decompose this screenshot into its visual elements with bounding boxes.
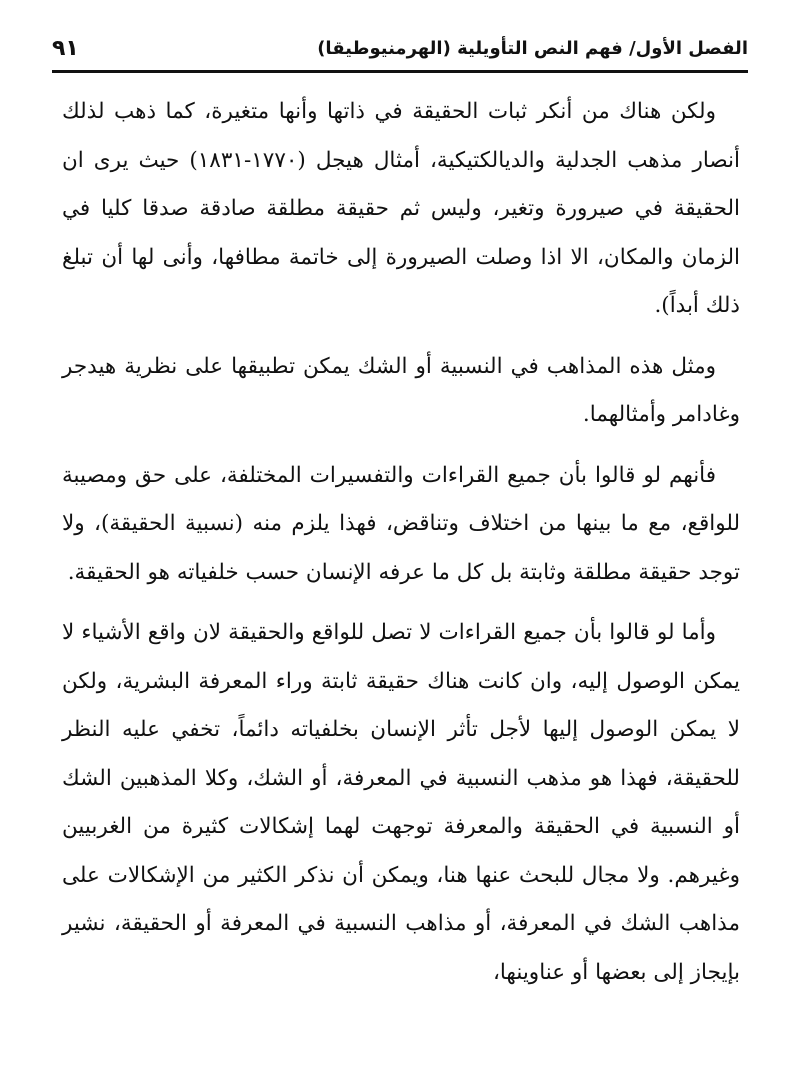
page-number: ٩١	[52, 35, 79, 61]
paragraph: ومثل هذه المذاهب في النسبية أو الشك يمكن تطبيقها على نظرية هيدجر وغادامر وأمثالهما.	[62, 353, 740, 427]
body-text	[62, 88, 740, 1009]
paragraph: ولكن هناك من أنكر ثبات الحقيقة في ذاتها وأنها متغيرة، كما ذهب لذلك أنصار مذهب الجدلية والديالكتيكية، أمثال هيجل (١٧٧٠-١٨٣١) حيث يرى ان الحقيقة في صيرورة وتغير، وليس ثم حقيقة مطلقة صادقة صدقا كليا في الزمان والمكان، الا اذا وصلت الصيرورة إلى خاتمة مطافها، وأنى لها أن تبلغ ذلك أبداً).	[62, 99, 740, 318]
paragraph: فأنهم لو قالوا بأن جميع القراءات والتفسيرات المختلفة، على حق ومصيبة للواقع، مع ما بينها من اختلاف وتناقض، فهذا يلزم منه (نسبية الحقيقة)، ولا توجد حقيقة مطلقة وثابتة بل كل ما عرفه الإنسان حسب خلفياته هو الحقيقة.	[62, 462, 740, 585]
paragraph: وأما لو قالوا بأن جميع القراءات لا تصل للواقع والحقيقة لان واقع الأشياء لا يمكن الوصول إليه، وان كانت هناك حقيقة ثابتة وراء المعرفة البشرية، ولكن لا يمكن الوصول إليها لأجل تأثر الإنسان بخلفياته دائماً، تخفي عليه النظر للحقيقة، فهذا هو مذهب النسبية في المعرفة، أو الشك، وكلا المذهبين الشك أو النسبية في الحقيقة والمعرفة توجهت لهما إشكالات كثيرة من الغربيين وغيرهم. ولا مجال للبحث عنها هنا، ويمكن أن نذكر الكثير من الإشكالات على مذاهب الشك في المعرفة، أو مذاهب النسبية في المعرفة أو الحقيقة، نشير بإيجاز إلى بعضها أو عناوينها،	[62, 620, 740, 985]
running-header-title: الفصل الأول/ فهم النص التأويلية (الهرمنيوطيقا)	[317, 37, 748, 59]
header-rule	[52, 70, 748, 73]
page-header	[52, 28, 748, 68]
